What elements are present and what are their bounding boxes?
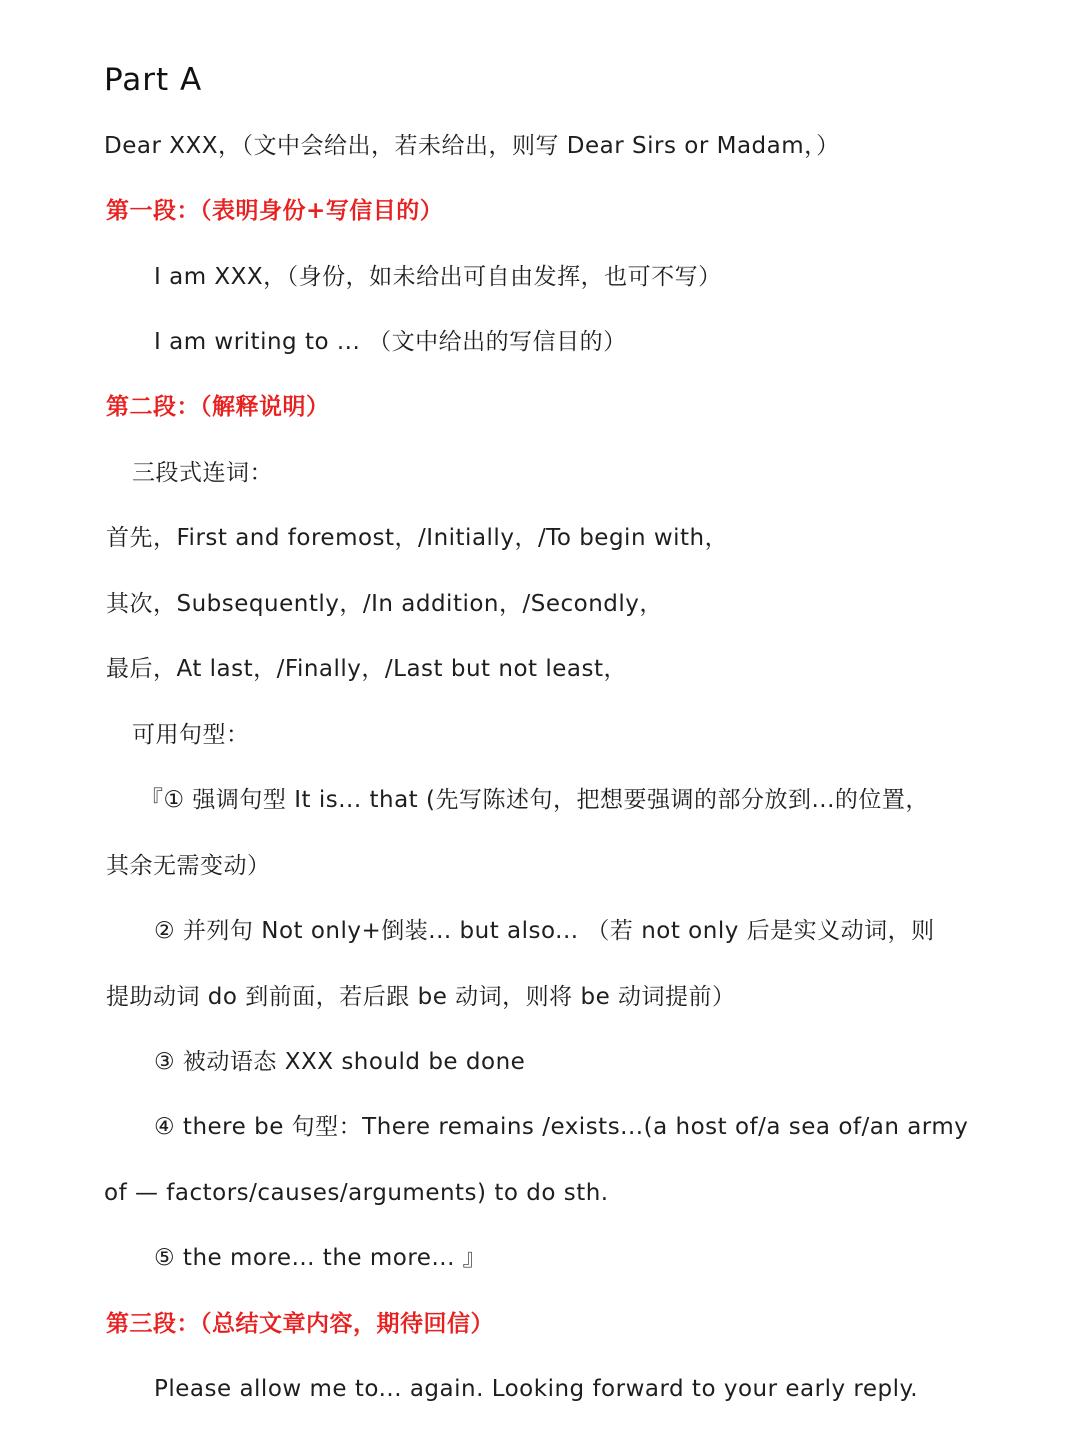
pattern-4-line-2: of — factors/causes/arguments) to do sth. <box>104 1180 609 1206</box>
connector-last: 最后，At last，/Finally，/Last but not least， <box>106 656 627 682</box>
pattern-1-line-1: 『① 强调句型 It is... that (先写陈述句，把想要强调的部分放到...的位置， <box>140 787 929 813</box>
patterns-label: 可用句型： <box>132 722 250 748</box>
pattern-3: ③ 被动语态 XXX should be done <box>154 1049 526 1075</box>
connector-first: 首先，First and foremost，/Initially，/To begin with， <box>106 525 729 551</box>
pattern-2-line-2: 提助动词 do 到前面，若后跟 be 动词，则将 be 动词提前） <box>106 984 736 1010</box>
paragraph-3-line-1: Please allow me to... again. Looking forward to your early reply. <box>154 1376 919 1402</box>
pattern-5: ⑤ the more... the more... 』 <box>154 1245 487 1271</box>
paragraph-2-heading: 第二段：（解释说明） <box>106 393 330 420</box>
page-title: Part A <box>104 62 203 98</box>
paragraph-1-line-2: I am writing to ... （文中给出的写信目的） <box>154 329 627 355</box>
paragraph-3-heading: 第三段：（总结文章内容，期待回信） <box>106 1310 494 1337</box>
pattern-4-line-1: ④ there be 句型：There remains /exists...(a host of/a sea of/an army <box>154 1114 969 1140</box>
paragraph-1-line-1: I am XXX，（身份，如未给出可自由发挥，也可不写） <box>154 264 722 290</box>
pattern-2-line-1: ② 并列句 Not only+倒装... but also... （若 not only 后是实义动词，则 <box>154 918 935 944</box>
connector-second: 其次，Subsequently，/In addition，/Secondly， <box>106 591 663 617</box>
greeting-line: Dear XXX，（文中会给出，若未给出，则写 Dear Sirs or Madam，） <box>104 133 840 159</box>
connectors-label: 三段式连词： <box>132 460 273 486</box>
pattern-1-line-2: 其余无需变动） <box>106 853 271 879</box>
paragraph-1-heading: 第一段：（表明身份+写信目的） <box>106 197 444 224</box>
